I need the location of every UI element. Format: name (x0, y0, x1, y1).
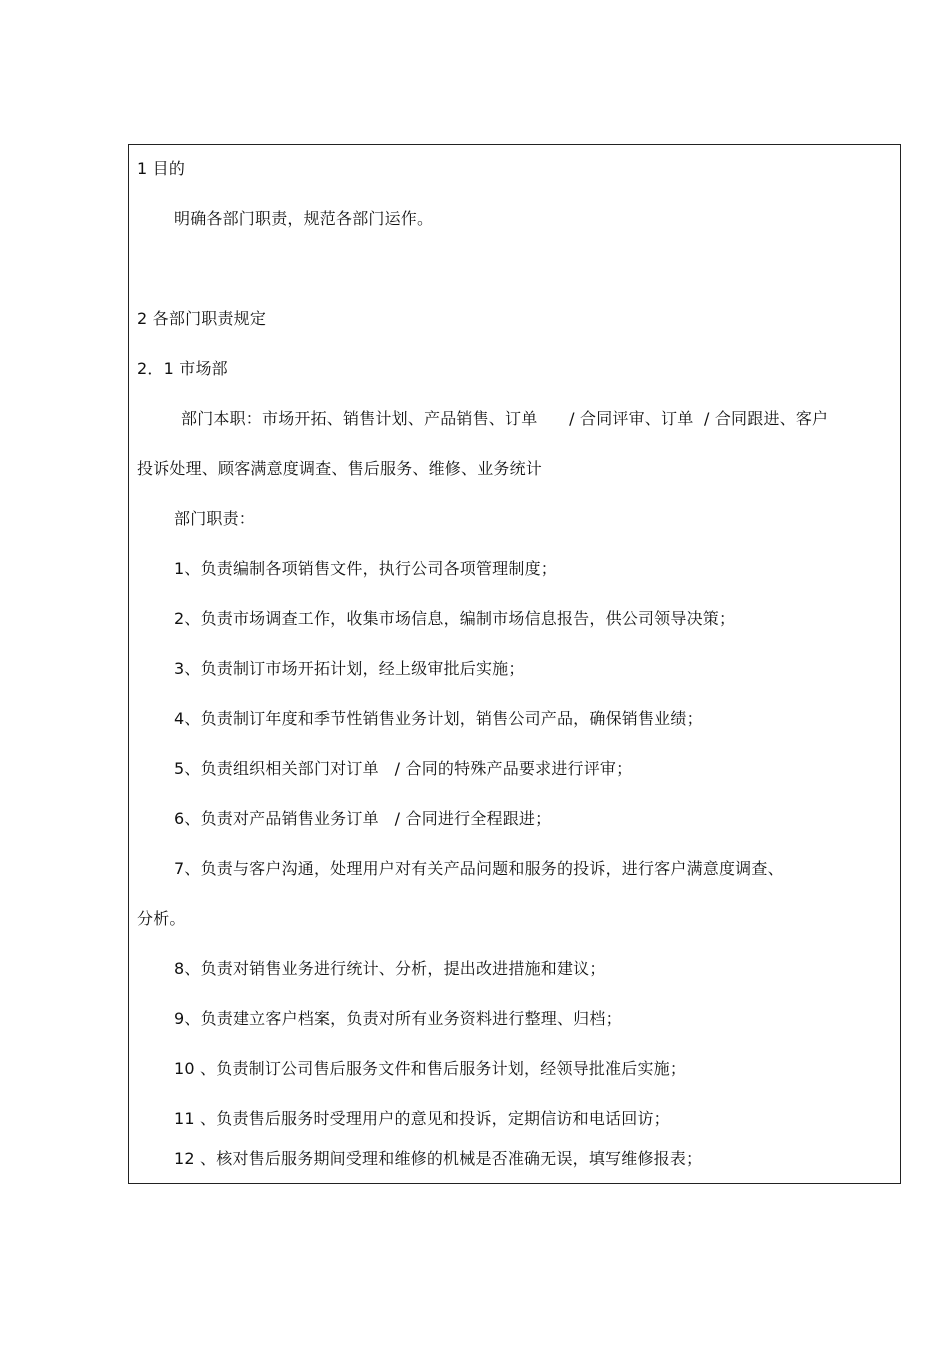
document-frame (128, 144, 901, 1184)
list-item: 7、负责与客户沟通，处理用户对有关产品问题和服务的投诉，进行客户满意度调查、 (174, 859, 784, 878)
list-item: 4、负责制订年度和季节性销售业务计划，销售公司产品，确保销售业绩； (174, 709, 703, 728)
section2-heading: 2 各部门职责规定 (137, 309, 267, 328)
responsibilities-label: 部门职责： (174, 509, 256, 528)
list-item: 8、负责对销售业务进行统计、分析，提出改进措施和建议； (174, 959, 606, 978)
list-item: 3、负责制订市场开拓计划，经上级审批后实施； (174, 659, 525, 678)
list-item: 11 、负责售后服务时受理用户的意见和投诉，定期信访和电话回访； (174, 1109, 670, 1128)
list-item: 6、负责对产品销售业务订单 / 合同进行全程跟进； (174, 809, 552, 828)
list-item: 2、负责市场调查工作，收集市场信息，编制市场信息报告，供公司领导决策； (174, 609, 736, 628)
list-item: 1、负责编制各项销售文件，执行公司各项管理制度； (174, 559, 557, 578)
list-item: 12 、核对售后服务期间受理和维修的机械是否准确无误，填写维修报表； (174, 1149, 703, 1168)
section1-heading: 1 目的 (137, 159, 186, 178)
list-item: 9、负责建立客户档案，负责对所有业务资料进行整理、归档； (174, 1009, 622, 1028)
list-item-continuation: 分析。 (137, 909, 186, 928)
dept-duty-line-1: 部门本职：市场开拓、销售计划、产品销售、订单 / 合同评审、订单 / 合同跟进、客户 (181, 409, 829, 428)
section1-body: 明确各部门职责，规范各部门运作。 (174, 209, 434, 228)
list-item: 5、负责组织相关部门对订单 / 合同的特殊产品要求进行评审； (174, 759, 633, 778)
section2-1-heading: 2．1 市场部 (137, 359, 228, 378)
dept-duty-line-2: 投诉处理、顾客满意度调查、售后服务、维修、业务统计 (137, 459, 543, 478)
list-item: 10 、负责制订公司售后服务文件和售后服务计划，经领导批准后实施； (174, 1059, 687, 1078)
